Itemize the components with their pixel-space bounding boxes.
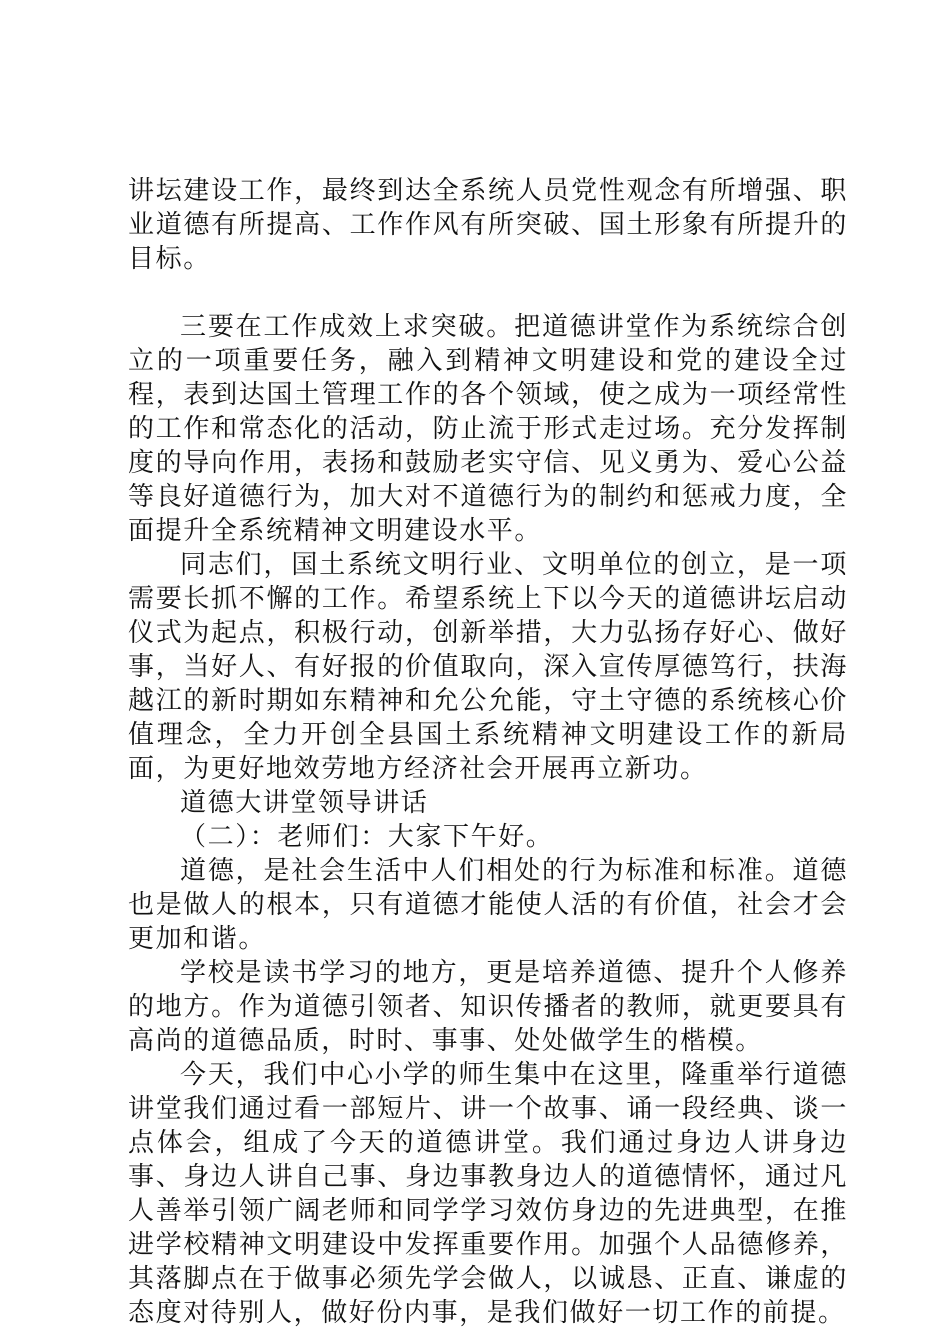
document-body [128,174,848,1330]
paragraph-comrades: 同志们，国土系统文明行业、文明单位的创立，是一项需要长抓不懈的工作。希望系统上下以今天的道德讲坛启动仪式为起点，积极行动，创新举措，大力弘扬存好心、做好事，当好人、有好报的价值取向，深入宣传厚德笃行，扶海越江的新时期如东精神和允公允能，守土守德的系统核心价值理念，全力开创全县国土系统精神文明建设工作的新局面，为更好地效劳地方经济社会开展再立新功。 [128,550,848,784]
paragraph-school: 学校是读书学习的地方，更是培养道德、提升个人修养的地方。作为道德引领者、知识传播者的教师，就更要具有高尚的道德品质，时时、事事、处处做学生的楷模。 [128,958,848,1056]
paragraph-continuation: 讲坛建设工作，最终到达全系统人员党性观念有所增强、职业道德有所提高、工作作风有所突破、国土形象有所提升的目标。 [128,176,848,274]
section-heading: 道德大讲堂领导讲话 [180,788,429,818]
paragraph-breakthrough: 三要在工作成效上求突破。把道德讲堂作为系统综合创立的一项重要任务，融入到精神文明建设和党的建设全过程，表到达国土管理工作的各个领域，使之成为一项经常性的工作和常态化的活动，防止流于形式走过场。充分发挥制度的导向作用，表扬和鼓励老实守信、见义勇为、爱心公益等良好道德行为，加大对不道德行为的制约和惩戒力度，全面提升全系统精神文明建设水平。 [128,312,848,546]
greeting-line: （二）：老师们：大家下午好。 [180,822,554,852]
paragraph-today: 今天，我们中心小学的师生集中在这里，隆重举行道德讲堂我们通过看一部短片、讲一个故事、诵一段经典、谈一点体会，组成了今天的道德讲堂。我们通过身边人讲身边事、身边人讲自己事、身边事教身边人的道德情怀，通过凡人善举引领广阔老师和同学学习效仿身边的先进典型，在推进学校精神文明建设中发挥重要作用。加强个人品德修养，其落脚点在于做事必须先学会做人，以诚恳、正直、谦虚的态度对待别人，做好份内事，是我们做好一切工作的前提。 [128,1060,848,1328]
paragraph-morality: 道德，是社会生活中人们相处的行为标准和标准。道德也是做人的根本，只有道德才能使人活的有价值，社会才会更加和谐。 [128,856,848,954]
